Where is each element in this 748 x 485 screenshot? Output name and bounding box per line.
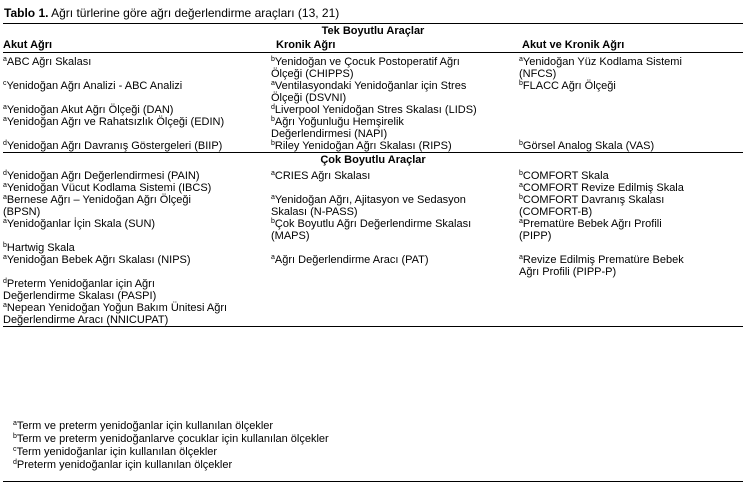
tool-name: Yenidoğan Yüz Kodlama Sistemi (522, 56, 682, 68)
section-title-tek: Tek Boyutlu Araçlar (3, 24, 743, 39)
table-cell (3, 242, 271, 254)
cell-line (271, 170, 519, 182)
tool-name: (BPSN) (3, 206, 41, 218)
tool-name: (COMFORT-B) (519, 206, 593, 218)
table-row (3, 116, 743, 140)
column-header-kronik: Kronik Ağrı (271, 38, 519, 53)
footnote (3, 459, 743, 472)
cell-line (3, 278, 271, 290)
tool-name: FLACC Ağrı Ölçeği (522, 80, 616, 92)
cell-line (3, 116, 271, 128)
table-cell (3, 254, 271, 278)
footnote-marker: a (3, 254, 7, 261)
table-cell (271, 278, 519, 302)
cell-line (519, 170, 743, 182)
cell-line (3, 56, 271, 68)
tool-name: Nepean Yenidoğan Yoğun Bakım Ünitesi Ağrı (6, 302, 228, 314)
tool-name: Görsel Analog Skala (VAS) (522, 140, 655, 152)
table-row (3, 53, 743, 81)
footnote-marker: a (3, 56, 7, 63)
table-cell (271, 167, 519, 194)
tool-name: Yenidoğan Ağrı Değerlendirmesi (PAIN) (6, 170, 200, 182)
tool-name: Riley Yenidoğan Ağrı Skalası (RIPS) (274, 140, 452, 152)
footnote-text: Term ve preterm yenidoğanlar için kullanılan ölçekler (16, 420, 274, 432)
cell-line (519, 140, 743, 152)
table-cell (519, 116, 743, 140)
cell-line (3, 80, 271, 92)
section-row-cok (3, 153, 743, 168)
table-caption (4, 6, 339, 20)
tool-name: Yenidoğan ve Çocuk Postoperatif Ağrı (274, 56, 460, 68)
tool-name: (MAPS) (271, 230, 310, 242)
cell-line (519, 68, 743, 80)
tool-name: Yenidoğan Ağrı, Ajitasyon ve Sedasyon (274, 194, 466, 206)
tool-name: Yenidoğan Ağrı Analizi - ABC Analizi (6, 80, 183, 92)
cell-line (271, 68, 519, 80)
cell-line (271, 194, 519, 206)
footnote (3, 433, 743, 446)
tool-name: Prematüre Bebek Ağrı Profili (522, 218, 662, 230)
cell-line (3, 302, 271, 314)
cell-line (519, 80, 743, 92)
table-title: Ağrı türlerine göre ağrı değerlendirme araçları (13, 21) (51, 6, 340, 20)
table-cell (519, 104, 743, 116)
footnote-marker: d (271, 104, 275, 111)
tool-name: Bernese Ağrı – Yenidoğan Ağrı Ölçeği (6, 194, 191, 206)
footnote-marker: d (13, 459, 17, 466)
footnote-marker: b (13, 433, 17, 440)
cell-line (271, 92, 519, 104)
cell-line (3, 104, 271, 116)
cok-boyutlu-body (3, 167, 743, 327)
tool-name: COMFORT Davranış Skalası (522, 194, 665, 206)
table-footnotes (3, 420, 743, 472)
table-cell (519, 278, 743, 302)
table-cell (3, 194, 271, 218)
footnote-marker: a (271, 80, 275, 87)
table-cell (519, 80, 743, 104)
cell-line (3, 290, 271, 302)
footnote-marker: a (3, 116, 7, 123)
table-cell (3, 140, 271, 153)
table-cell (519, 302, 743, 327)
tool-name: Preterm Yenidoğanlar için Ağrı (6, 278, 155, 290)
table-cell (3, 104, 271, 116)
cell-line (271, 254, 519, 266)
cell-line (519, 56, 743, 68)
table-number: Tablo 1. (4, 6, 49, 20)
footnote-marker: b (519, 80, 523, 87)
cell-line (519, 182, 743, 194)
cell-line (3, 314, 271, 326)
table-cell (519, 167, 743, 194)
table-cell (271, 80, 519, 104)
tool-name: Yenidoğanlar İçin Skala (SUN) (6, 218, 156, 230)
tool-name: CRIES Ağrı Skalası (274, 170, 371, 182)
footnote-marker: a (3, 218, 7, 225)
cell-line (3, 194, 271, 206)
table-row (3, 302, 743, 327)
bottom-rule (3, 481, 743, 482)
footnote-marker: d (3, 170, 7, 177)
table-cell (519, 53, 743, 81)
footnote-marker: d (3, 278, 7, 285)
tool-name: ABC Ağrı Skalası (6, 56, 92, 68)
footnote-text: Term yenidoğanlar için kullanılan ölçekler (16, 446, 218, 458)
footnote (3, 446, 743, 459)
footnote-marker: c (13, 446, 17, 453)
table-cell (271, 194, 519, 218)
footnote-marker: a (271, 194, 275, 201)
tool-name: Ağrı Değerlendirme Aracı (PAT) (274, 254, 429, 266)
footnote-marker: a (3, 302, 7, 309)
footnote-marker: b (271, 218, 275, 225)
table-cell (271, 104, 519, 116)
footnote-marker: b (519, 140, 523, 147)
section-title-cok: Çok Boyutlu Araçlar (320, 154, 426, 166)
tool-name: Skalası (N-PASS) (271, 206, 358, 218)
table-row (3, 218, 743, 242)
table-row (3, 140, 743, 153)
cell-line (3, 182, 271, 194)
footnote-marker: a (271, 254, 275, 261)
cell-line (519, 266, 743, 278)
table-cell (271, 302, 519, 327)
tool-name: Yenidoğan Vücut Kodlama Sistemi (IBCS) (6, 182, 212, 194)
footnote-marker: a (519, 182, 523, 189)
footnote-marker: a (13, 420, 17, 427)
cell-line (271, 56, 519, 68)
tool-name: COMFORT Skala (522, 170, 609, 182)
table-cell (271, 116, 519, 140)
table-cell (3, 80, 271, 104)
table-cell (3, 53, 271, 81)
tool-name: Yenidoğan Akut Ağrı Ölçeği (DAN) (6, 104, 174, 116)
table-row (3, 278, 743, 302)
table-cell (3, 302, 271, 327)
tool-name: Çok Boyutlu Ağrı Değerlendirme Skalası (274, 218, 472, 230)
table-cell (519, 140, 743, 153)
table-cell (271, 254, 519, 278)
cell-line (271, 128, 519, 140)
tool-name: Ventilasyondaki Yenidoğanlar için Stres (274, 80, 467, 92)
cell-line (271, 140, 519, 152)
table-cell (3, 116, 271, 140)
cell-line (3, 140, 271, 152)
tool-name: Değerlendirme Aracı (NNICUPAT) (3, 314, 169, 326)
footnote-marker: a (3, 182, 7, 189)
cell-line (271, 218, 519, 230)
footnote-marker: a (519, 218, 523, 225)
cell-line (519, 206, 743, 218)
cell-line (3, 242, 271, 254)
tool-name: Hartwig Skala (6, 242, 75, 254)
tek-boyutlu-body (3, 53, 743, 153)
tool-name: (NFCS) (519, 68, 557, 80)
footnote-marker: a (271, 170, 275, 177)
column-header-akut: Akut Ağrı (3, 38, 271, 53)
tool-name: Yenidoğan Bebek Ağrı Skalası (NIPS) (6, 254, 191, 266)
footnote-marker: b (271, 116, 275, 123)
footnote-marker: b (519, 170, 523, 177)
footnote-text: Preterm yenidoğanlar için kullanılan ölçekler (16, 459, 233, 471)
footnote-marker: c (3, 80, 7, 87)
tool-name: Ağrı Profili (PIPP-P) (519, 266, 617, 278)
tool-name: Ölçeği (CHIPPS) (271, 68, 354, 80)
table-cell (519, 254, 743, 278)
cell-line (519, 194, 743, 206)
footnote-marker: b (271, 56, 275, 63)
table-cell (271, 218, 519, 242)
table-cell (519, 242, 743, 254)
footnote (3, 420, 743, 433)
footnote-marker: a (3, 104, 7, 111)
pain-tools-table (3, 23, 743, 327)
footnote-marker: b (271, 140, 275, 147)
tool-name: Liverpool Yenidoğan Stres Skalası (LIDS) (274, 104, 477, 116)
header-row (3, 38, 743, 53)
cell-line (519, 230, 743, 242)
tool-name: Revize Edilmiş Prematüre Bebek (522, 254, 684, 266)
cell-line (519, 254, 743, 266)
table-cell (271, 140, 519, 153)
table-cell (3, 278, 271, 302)
footnote-marker: a (519, 254, 523, 261)
table-cell (519, 218, 743, 242)
table-row (3, 254, 743, 278)
cell-line (271, 116, 519, 128)
footnote-marker: b (519, 194, 523, 201)
table-cell (3, 167, 271, 194)
table-row (3, 194, 743, 218)
table-row (3, 80, 743, 104)
tool-name: Ağrı Yoğunluğu Hemşirelik (274, 116, 404, 128)
cell-line (3, 170, 271, 182)
cell-line (519, 218, 743, 230)
table-row (3, 242, 743, 254)
tool-name: Yenidoğan Ağrı ve Rahatsızlık Ölçeği (EDIN) (6, 116, 225, 128)
tool-name: Ölçeği (DSVNI) (271, 92, 347, 104)
footnote-marker: b (3, 242, 7, 249)
footnote-marker: a (519, 56, 523, 63)
cell-line (271, 206, 519, 218)
section-row-tek (3, 24, 743, 39)
cell-line (3, 218, 271, 230)
cell-line (271, 230, 519, 242)
tool-name: Değerlendirmesi (NAPI) (271, 128, 388, 140)
table-cell (271, 53, 519, 81)
table-row (3, 167, 743, 194)
column-header-akut-kronik: Akut ve Kronik Ağrı (519, 38, 743, 53)
cell-line (271, 104, 519, 116)
footnote-marker: d (3, 140, 7, 147)
cell-line (3, 206, 271, 218)
table-row (3, 104, 743, 116)
table-cell (3, 218, 271, 242)
cell-line (3, 254, 271, 266)
tool-name: Yenidoğan Ağrı Davranış Göstergeleri (BIIP) (6, 140, 223, 152)
cell-line (271, 80, 519, 92)
tool-name: COMFORT Revize Edilmiş Skala (522, 182, 684, 194)
tool-name: Değerlendirme Skalası (PASPI) (3, 290, 157, 302)
footnote-marker: a (3, 194, 7, 201)
tool-name: (PIPP) (519, 230, 552, 242)
table-cell (271, 242, 519, 254)
table-cell (519, 194, 743, 218)
footnote-text: Term ve preterm yenidoğanlarve çocuklar için kullanılan ölçekler (16, 433, 329, 445)
